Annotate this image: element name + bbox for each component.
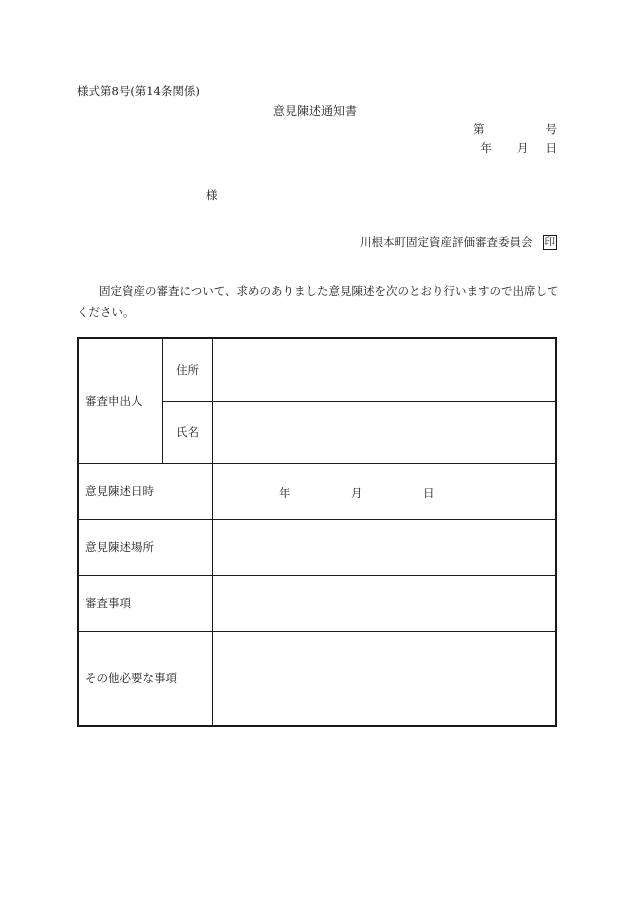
- table-row: [78, 575, 556, 631]
- date-time-field[interactable]: [213, 463, 557, 519]
- body-text: 固定資産の審査について、求めのありました意見陳述を次のとおり行いますので出席してください。: [77, 284, 559, 319]
- date-year: 年: [480, 141, 492, 155]
- table-row: [78, 631, 556, 726]
- address-label: 住所: [163, 338, 213, 401]
- matter-field[interactable]: [213, 575, 557, 631]
- document-date-line: [481, 143, 558, 155]
- date-month: 月: [517, 141, 529, 155]
- table-row: [78, 338, 556, 401]
- matter-label: 審査事項: [78, 575, 213, 631]
- place-label: 意見陳述場所: [78, 519, 213, 575]
- hearing-date-month: 月: [351, 486, 363, 500]
- hearing-date-year: 年: [279, 486, 291, 500]
- hearing-details-table: [77, 337, 557, 727]
- seal-mark: 印: [544, 236, 555, 248]
- other-label: その他必要な事項: [78, 631, 213, 726]
- date-day: 日: [545, 141, 557, 155]
- name-field[interactable]: [213, 401, 557, 463]
- sender-line: [360, 235, 557, 250]
- name-label: 氏名: [163, 401, 213, 463]
- date-time-label: 意見陳述日時: [78, 463, 213, 519]
- applicant-label: 審査申出人: [78, 338, 163, 463]
- table-row: [78, 519, 556, 575]
- document-number-line: [473, 124, 557, 136]
- hearing-date-day: 日: [423, 486, 435, 500]
- form-number-label: 様式第8号(第14条関係): [77, 84, 200, 98]
- number-prefix: 第: [473, 122, 485, 136]
- address-field[interactable]: [213, 338, 557, 401]
- sender-name: 川根本町固定資産評価審査委員会: [360, 234, 533, 249]
- other-field[interactable]: [213, 631, 557, 726]
- addressee-suffix: 様: [206, 188, 218, 202]
- number-suffix: 号: [545, 122, 557, 136]
- table-row: [78, 463, 556, 519]
- document-title: 意見陳述通知書: [272, 104, 357, 118]
- place-field[interactable]: [213, 519, 557, 575]
